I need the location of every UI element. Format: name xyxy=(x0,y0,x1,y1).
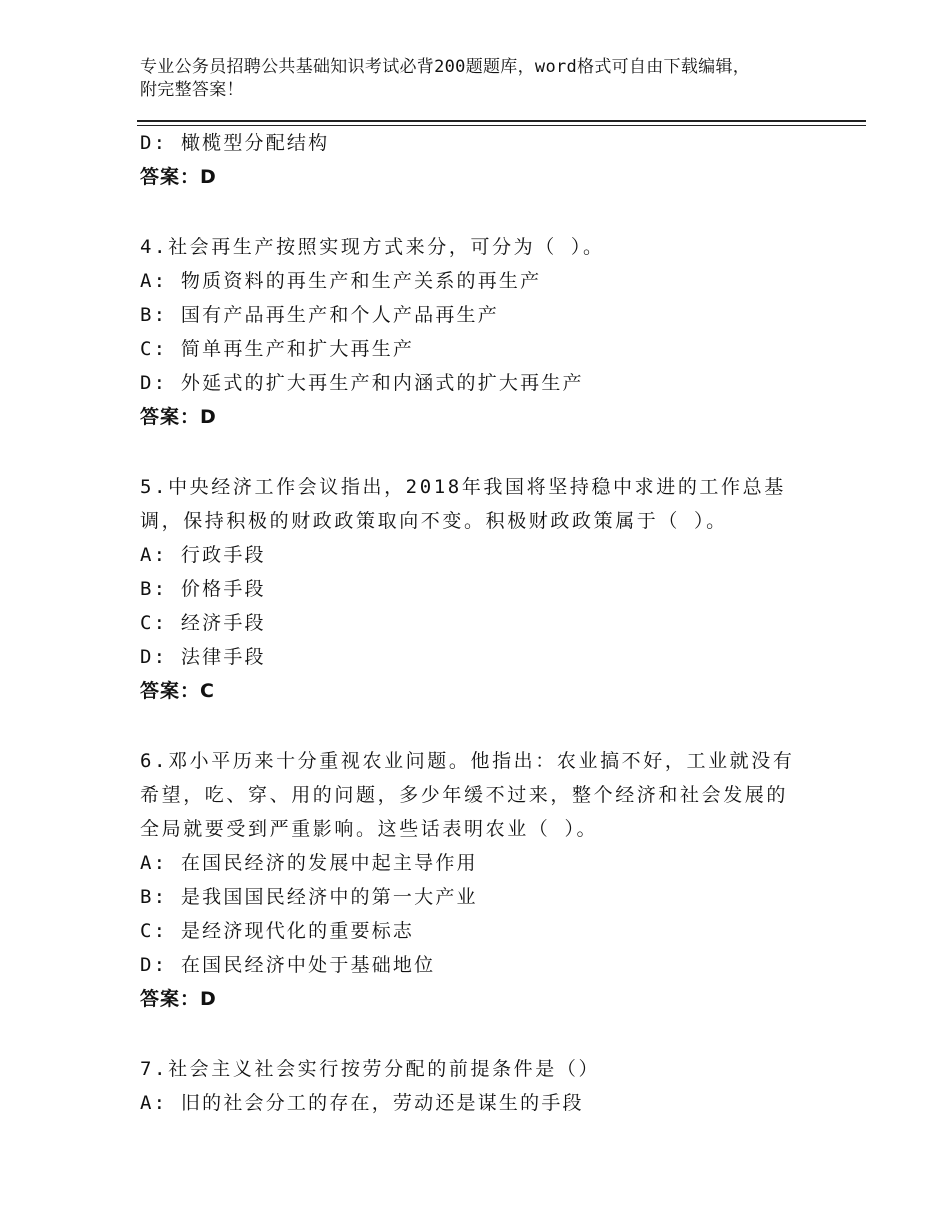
answer-label: 答案：C xyxy=(140,680,215,702)
option-d: D: 外延式的扩大再生产和内涵式的扩大再生产 xyxy=(140,372,584,394)
option-c: C: 简单再生产和扩大再生产 xyxy=(140,338,415,360)
question-stem-line-1: 5.中央经济工作会议指出，2018年我国将坚持稳中求进的工作总基 xyxy=(140,476,786,498)
question-list xyxy=(140,126,840,1120)
document-header xyxy=(140,56,830,102)
question-stem-line-2: 希望，吃、穿、用的问题，多少年缓不过来，整个经济和社会发展的 xyxy=(140,784,789,806)
header-rule-thick xyxy=(137,120,866,122)
option-d: D: 在国民经济中处于基础地位 xyxy=(140,954,436,976)
option-c: C: 是经济现代化的重要标志 xyxy=(140,920,415,942)
option-b: B: 国有产品再生产和个人产品再生产 xyxy=(140,304,499,326)
option-a: A: 在国民经济的发展中起主导作用 xyxy=(140,852,478,874)
question-stem-line-1: 6.邓小平历来十分重视农业问题。他指出：农业搞不好，工业就没有 xyxy=(140,750,795,772)
question-3-continued xyxy=(140,126,840,194)
question-stem-line-3: 全局就要受到严重影响。这些话表明农业（ ）。 xyxy=(140,818,599,840)
option-a: A: 行政手段 xyxy=(140,544,266,566)
answer-label: 答案：D xyxy=(140,166,217,188)
option-b: B: 价格手段 xyxy=(140,578,266,600)
question-stem: 4.社会再生产按照实现方式来分，可分为（ ）。 xyxy=(140,236,605,258)
answer-label: 答案：D xyxy=(140,988,217,1010)
option-a: A: 旧的社会分工的存在，劳动还是谋生的手段 xyxy=(140,1092,584,1114)
question-stem-line-2: 调，保持积极的财政政策取向不变。积极财政政策属于（ ）。 xyxy=(140,510,728,532)
question-7 xyxy=(140,1052,840,1120)
option-d: D: 橄榄型分配结构 xyxy=(140,132,330,154)
question-stem: 7.社会主义社会实行按劳分配的前提条件是（） xyxy=(140,1058,601,1080)
answer-label: 答案：D xyxy=(140,406,217,428)
option-d: D: 法律手段 xyxy=(140,646,266,668)
option-b: B: 是我国国民经济中的第一大产业 xyxy=(140,886,478,908)
question-6 xyxy=(140,744,840,1016)
header-line-1: 专业公务员招聘公共基础知识考试必背200题题库，word格式可自由下载编辑， xyxy=(140,57,751,77)
header-line-2: 附完整答案！ xyxy=(140,80,244,100)
question-5 xyxy=(140,470,840,708)
option-a: A: 物质资料的再生产和生产关系的再生产 xyxy=(140,270,542,292)
question-4 xyxy=(140,230,840,434)
option-c: C: 经济手段 xyxy=(140,612,266,634)
